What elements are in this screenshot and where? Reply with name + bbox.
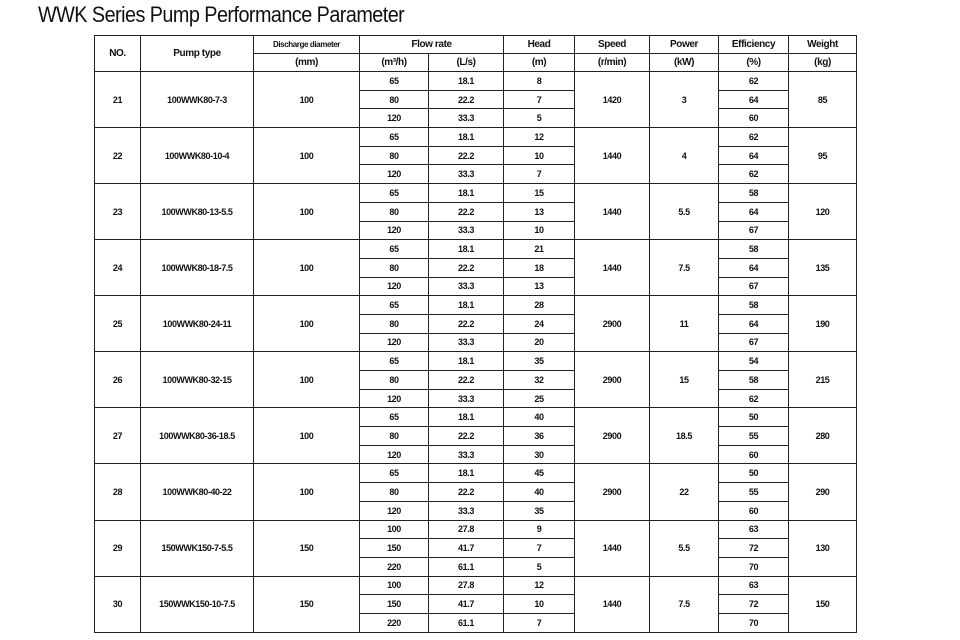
efficiency-cell: 50 (719, 464, 789, 483)
flow-m3h-cell: 120 (360, 501, 429, 520)
head-cell: 7 (504, 165, 575, 184)
head-cell: 10 (504, 146, 575, 165)
efficiency-header: Efficiency (719, 36, 789, 54)
head-cell: 10 (504, 221, 575, 240)
flow-ls-cell: 22.2 (429, 146, 504, 165)
pump-type-cell: 100WWK80-18-7.5 (141, 240, 254, 296)
no-header: NO. (95, 36, 141, 72)
speed-cell: 2900 (575, 352, 650, 408)
flow-ls-cell: 41.7 (429, 539, 504, 558)
discharge-diameter-cell: 100 (254, 184, 360, 240)
power-cell: 5.5 (650, 184, 719, 240)
speed-cell: 2900 (575, 464, 650, 520)
page-title: WWK Series Pump Performance Parameter (38, 2, 405, 27)
speed-header: Speed (575, 36, 650, 54)
flow-m3h-cell: 120 (360, 333, 429, 352)
speed-cell: 1420 (575, 72, 650, 128)
speed-cell: 1440 (575, 240, 650, 296)
head-cell: 21 (504, 240, 575, 259)
weight-cell: 130 (789, 520, 857, 576)
flow-ls-cell: 18.1 (429, 72, 504, 91)
efficiency-cell: 63 (719, 576, 789, 595)
flow-ls-cell: 33.3 (429, 109, 504, 128)
efficiency-cell: 58 (719, 240, 789, 259)
flow-m3h-cell: 120 (360, 221, 429, 240)
flow-ls-cell: 61.1 (429, 613, 504, 632)
flow-unit-ls: (L/s) (429, 54, 504, 72)
flow-m3h-cell: 80 (360, 258, 429, 277)
power-cell: 11 (650, 296, 719, 352)
efficiency-cell: 64 (719, 202, 789, 221)
discharge-diameter-cell: 100 (254, 128, 360, 184)
power-cell: 7.5 (650, 240, 719, 296)
head-cell: 40 (504, 483, 575, 502)
efficiency-cell: 64 (719, 314, 789, 333)
head-cell: 18 (504, 258, 575, 277)
head-cell: 24 (504, 314, 575, 333)
flow-m3h-cell: 65 (360, 128, 429, 147)
pump-parameter-table (94, 35, 857, 633)
flow-ls-cell: 33.3 (429, 277, 504, 296)
flow-m3h-cell: 65 (360, 184, 429, 203)
discharge-diameter-cell: 100 (254, 240, 360, 296)
head-cell: 10 (504, 595, 575, 614)
efficiency-cell: 58 (719, 371, 789, 390)
efficiency-cell: 64 (719, 258, 789, 277)
efficiency-cell: 62 (719, 128, 789, 147)
power-cell: 7.5 (650, 576, 719, 632)
table-row (95, 296, 857, 315)
pump-no-cell: 22 (95, 128, 141, 184)
weight-cell: 135 (789, 240, 857, 296)
head-cell: 9 (504, 520, 575, 539)
flow-m3h-cell: 120 (360, 109, 429, 128)
head-cell: 40 (504, 408, 575, 427)
pump-no-cell: 21 (95, 72, 141, 128)
efficiency-cell: 58 (719, 296, 789, 315)
head-cell: 5 (504, 557, 575, 576)
flow-ls-cell: 18.1 (429, 240, 504, 259)
weight-cell: 95 (789, 128, 857, 184)
efficiency-cell: 54 (719, 352, 789, 371)
power-cell: 3 (650, 72, 719, 128)
pump-type-cell: 100WWK80-10-4 (141, 128, 254, 184)
discharge-diameter-header: Discharge diameter (254, 36, 360, 54)
pump-type-cell: 100WWK80-24-11 (141, 296, 254, 352)
flow-m3h-cell: 80 (360, 371, 429, 390)
efficiency-cell: 63 (719, 520, 789, 539)
power-cell: 4 (650, 128, 719, 184)
flow-m3h-cell: 65 (360, 240, 429, 259)
speed-cell: 2900 (575, 408, 650, 464)
weight-cell: 120 (789, 184, 857, 240)
discharge-diameter-cell: 100 (254, 352, 360, 408)
pump-type-cell: 100WWK80-32-15 (141, 352, 254, 408)
pump-no-cell: 29 (95, 520, 141, 576)
flow-ls-cell: 18.1 (429, 184, 504, 203)
discharge-diameter-cell: 150 (254, 576, 360, 632)
power-cell: 5.5 (650, 520, 719, 576)
weight-header: Weight (789, 36, 857, 54)
weight-cell: 215 (789, 352, 857, 408)
head-header: Head (504, 36, 575, 54)
efficiency-cell: 72 (719, 595, 789, 614)
head-cell: 7 (504, 90, 575, 109)
weight-cell: 190 (789, 296, 857, 352)
table-row (95, 576, 857, 595)
pump-no-cell: 28 (95, 464, 141, 520)
flow-m3h-cell: 100 (360, 520, 429, 539)
flow-ls-cell: 33.3 (429, 501, 504, 520)
efficiency-cell: 67 (719, 277, 789, 296)
table-body (95, 72, 857, 633)
weight-cell: 280 (789, 408, 857, 464)
head-cell: 13 (504, 277, 575, 296)
flow-m3h-cell: 65 (360, 464, 429, 483)
head-cell: 45 (504, 464, 575, 483)
head-unit: (m) (504, 54, 575, 72)
flow-m3h-cell: 220 (360, 613, 429, 632)
efficiency-cell: 67 (719, 333, 789, 352)
flow-ls-cell: 61.1 (429, 557, 504, 576)
speed-unit: (r/min) (575, 54, 650, 72)
efficiency-cell: 62 (719, 389, 789, 408)
efficiency-cell: 72 (719, 539, 789, 558)
flow-m3h-cell: 120 (360, 277, 429, 296)
discharge-diameter-cell: 100 (254, 72, 360, 128)
flow-ls-cell: 33.3 (429, 165, 504, 184)
head-cell: 15 (504, 184, 575, 203)
flow-ls-cell: 18.1 (429, 296, 504, 315)
pump-type-cell: 100WWK80-40-22 (141, 464, 254, 520)
weight-cell: 290 (789, 464, 857, 520)
pump-no-cell: 26 (95, 352, 141, 408)
discharge-diameter-cell: 100 (254, 296, 360, 352)
discharge-diameter-cell: 100 (254, 464, 360, 520)
pump-no-cell: 30 (95, 576, 141, 632)
weight-cell: 85 (789, 72, 857, 128)
table-row (95, 128, 857, 147)
flow-ls-cell: 22.2 (429, 90, 504, 109)
head-cell: 36 (504, 427, 575, 446)
table-row (95, 240, 857, 259)
flow-ls-cell: 22.2 (429, 202, 504, 221)
pump-type-cell: 150WWK150-10-7.5 (141, 576, 254, 632)
flow-ls-cell: 41.7 (429, 595, 504, 614)
table-row (95, 352, 857, 371)
efficiency-cell: 60 (719, 109, 789, 128)
efficiency-cell: 62 (719, 165, 789, 184)
head-cell: 7 (504, 613, 575, 632)
flow-m3h-cell: 65 (360, 408, 429, 427)
efficiency-unit: (%) (719, 54, 789, 72)
speed-cell: 1440 (575, 184, 650, 240)
discharge-diameter-cell: 150 (254, 520, 360, 576)
flow-ls-cell: 33.3 (429, 221, 504, 240)
efficiency-cell: 50 (719, 408, 789, 427)
efficiency-cell: 70 (719, 613, 789, 632)
flow-ls-cell: 33.3 (429, 389, 504, 408)
header-row (95, 36, 857, 54)
pump-type-header: Pump type (141, 36, 254, 72)
flow-m3h-cell: 80 (360, 314, 429, 333)
head-cell: 25 (504, 389, 575, 408)
pump-type-cell: 100WWK80-7-3 (141, 72, 254, 128)
weight-cell: 150 (789, 576, 857, 632)
power-header: Power (650, 36, 719, 54)
flow-ls-cell: 22.2 (429, 427, 504, 446)
head-cell: 12 (504, 576, 575, 595)
flow-ls-cell: 22.2 (429, 371, 504, 390)
head-cell: 13 (504, 202, 575, 221)
flow-m3h-cell: 150 (360, 539, 429, 558)
speed-cell: 2900 (575, 296, 650, 352)
efficiency-cell: 55 (719, 427, 789, 446)
head-cell: 12 (504, 128, 575, 147)
efficiency-cell: 70 (719, 557, 789, 576)
pump-no-cell: 24 (95, 240, 141, 296)
table-row (95, 464, 857, 483)
efficiency-cell: 64 (719, 90, 789, 109)
table-row (95, 408, 857, 427)
pump-type-cell: 100WWK80-13-5.5 (141, 184, 254, 240)
flow-m3h-cell: 120 (360, 445, 429, 464)
flow-m3h-cell: 65 (360, 72, 429, 91)
flow-ls-cell: 22.2 (429, 258, 504, 277)
power-cell: 18.5 (650, 408, 719, 464)
table-row (95, 72, 857, 91)
weight-unit: (kg) (789, 54, 857, 72)
pump-no-cell: 23 (95, 184, 141, 240)
flow-m3h-cell: 120 (360, 389, 429, 408)
head-cell: 30 (504, 445, 575, 464)
flow-m3h-cell: 65 (360, 296, 429, 315)
speed-cell: 1440 (575, 128, 650, 184)
flow-rate-header: Flow rate (360, 36, 504, 54)
efficiency-cell: 60 (719, 445, 789, 464)
head-cell: 35 (504, 352, 575, 371)
flow-m3h-cell: 150 (360, 595, 429, 614)
flow-ls-cell: 27.8 (429, 520, 504, 539)
flow-m3h-cell: 80 (360, 483, 429, 502)
table-row (95, 184, 857, 203)
flow-ls-cell: 18.1 (429, 408, 504, 427)
flow-m3h-cell: 220 (360, 557, 429, 576)
pump-type-cell: 100WWK80-36-18.5 (141, 408, 254, 464)
flow-ls-cell: 18.1 (429, 352, 504, 371)
head-cell: 35 (504, 501, 575, 520)
power-cell: 15 (650, 352, 719, 408)
efficiency-cell: 64 (719, 146, 789, 165)
efficiency-cell: 55 (719, 483, 789, 502)
flow-m3h-cell: 80 (360, 90, 429, 109)
head-cell: 28 (504, 296, 575, 315)
speed-cell: 1440 (575, 520, 650, 576)
head-cell: 8 (504, 72, 575, 91)
flow-m3h-cell: 65 (360, 352, 429, 371)
flow-ls-cell: 22.2 (429, 483, 504, 502)
power-unit: (kW) (650, 54, 719, 72)
flow-m3h-cell: 120 (360, 165, 429, 184)
flow-m3h-cell: 80 (360, 146, 429, 165)
table-row (95, 520, 857, 539)
head-cell: 5 (504, 109, 575, 128)
discharge-unit: (mm) (254, 54, 360, 72)
flow-ls-cell: 27.8 (429, 576, 504, 595)
flow-ls-cell: 18.1 (429, 128, 504, 147)
head-cell: 32 (504, 371, 575, 390)
discharge-diameter-cell: 100 (254, 408, 360, 464)
pump-no-cell: 27 (95, 408, 141, 464)
flow-m3h-cell: 100 (360, 576, 429, 595)
flow-m3h-cell: 80 (360, 202, 429, 221)
efficiency-cell: 62 (719, 72, 789, 91)
speed-cell: 1440 (575, 576, 650, 632)
head-cell: 20 (504, 333, 575, 352)
efficiency-cell: 60 (719, 501, 789, 520)
pump-no-cell: 25 (95, 296, 141, 352)
pump-type-cell: 150WWK150-7-5.5 (141, 520, 254, 576)
efficiency-cell: 58 (719, 184, 789, 203)
flow-ls-cell: 22.2 (429, 314, 504, 333)
flow-unit-m3h: (m³/h) (360, 54, 429, 72)
flow-m3h-cell: 80 (360, 427, 429, 446)
flow-ls-cell: 33.3 (429, 333, 504, 352)
efficiency-cell: 67 (719, 221, 789, 240)
head-cell: 7 (504, 539, 575, 558)
flow-ls-cell: 33.3 (429, 445, 504, 464)
flow-ls-cell: 18.1 (429, 464, 504, 483)
power-cell: 22 (650, 464, 719, 520)
